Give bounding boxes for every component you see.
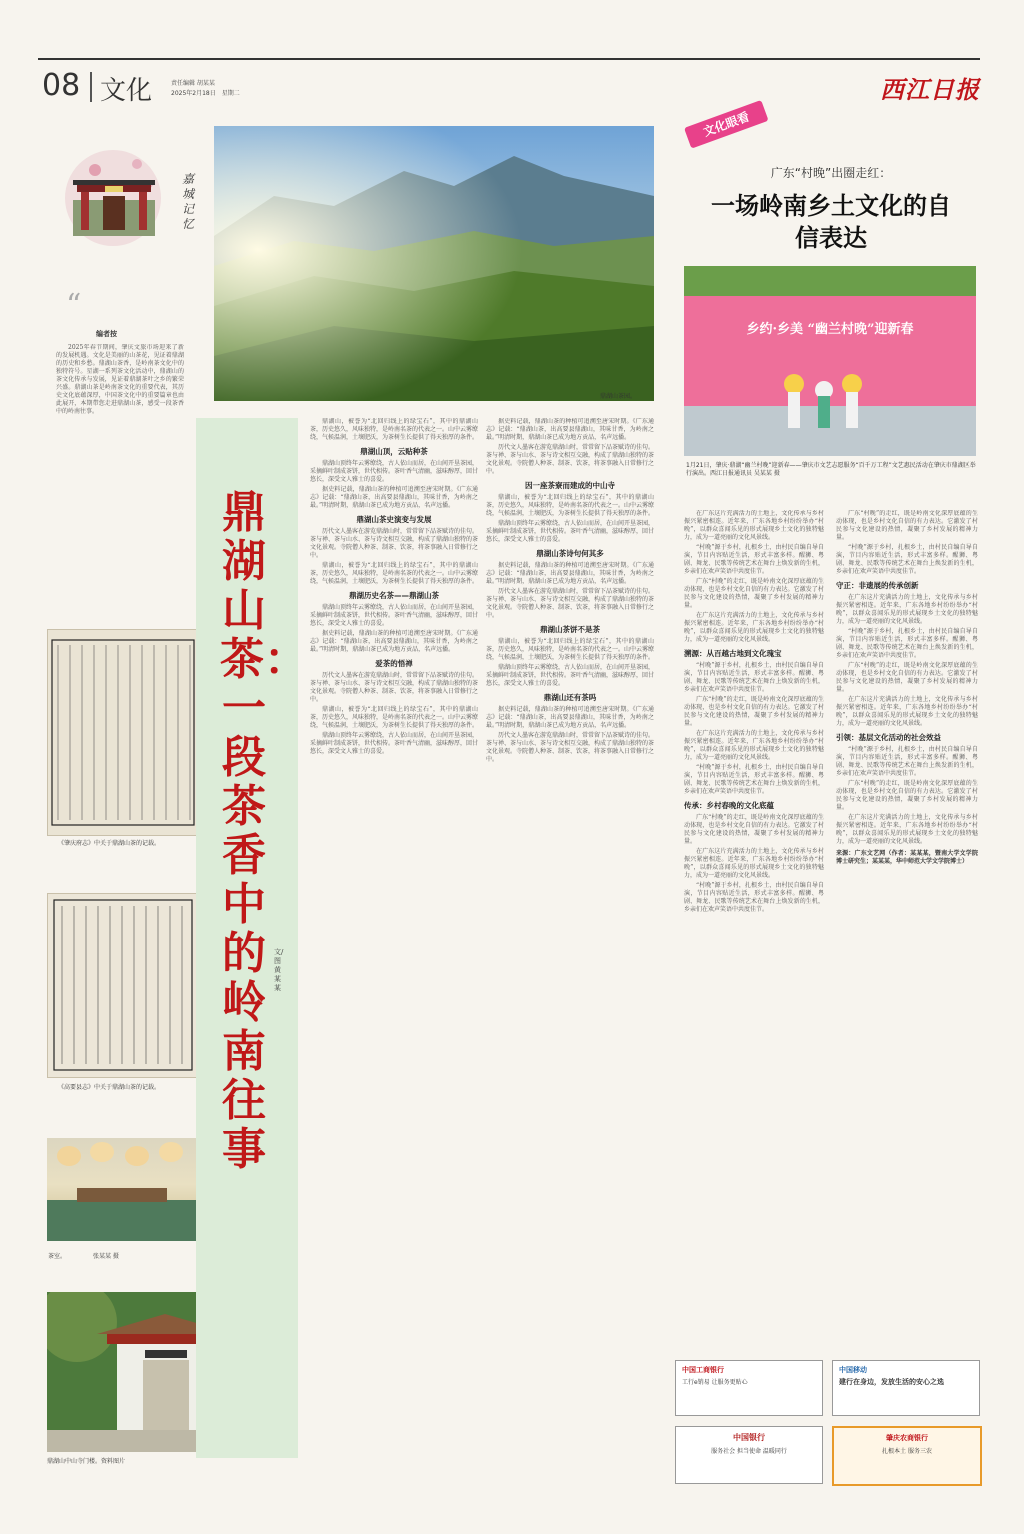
- right-body-col-2: 广东“村晚”的走红，既是岭南文化深厚底蕴的生动体现，也是乡村文化自信的有力表达。它激发了村民参与文化建设的热情，凝聚了乡村发展的精神力量。 “村晚”源于乡村，扎根乡土，由村民自编自导自演，节目内容贴近生活，形式丰富多样。醒狮、粤剧、舞龙、民歌等传统艺术在舞台上焕发新的生机，乡亲们在欢声笑语中共度佳节。 守正：非遗展的传承创新 在广东这片充满活力的土地上，文化传承与乡村振兴紧密相连。近年来，广东各地乡村纷纷举办“村晚”，以群众喜闻乐见的形式展现乡土文化的独特魅力，成为一道亮丽的文化风景线。 “村晚”源于乡村，扎根乡土，由村民自编自导自演，节目内容贴近生活，形式丰富多样。醒狮、粤剧、舞龙、民歌等传统艺术在舞台上焕发新的生机，乡亲们在欢声笑语中共度佳节。 广东“村晚”的走红，既是岭南文化深厚底蕴的生动体现，也是乡村文化自信的有力表达。它激发了村民参与文化建设的热情，凝聚了乡村发展的精神力量。 在广东这片充满活力的土地上，文化传承与乡村振兴紧密相连。近年来，广东各地乡村纷纷举办“村晚”，以群众喜闻乐见的形式展现乡土文化的独特魅力，成为一道亮丽的文化风景线。 引领：基层文化活动的社会效益 “村晚”源于乡村，扎根乡土，由村民自编自导自演，节目内容贴近生活，形式丰富多样。醒狮、粤剧、舞龙、民歌等传统艺术在舞台上焕发新的生机，乡亲们在欢声笑语中共度佳节。 广东“村晚”的走红，既是岭南文化深厚底蕴的生动体现，也是乡村文化自信的有力表达。它激发了村民参与文化建设的热情，凝聚了乡村发展的精神力量。 在广东这片充满活力的土地上，文化传承与乡村振兴紧密相连。近年来，广东各地乡村纷纷举办“村晚”，以群众喜闻乐见的形式展现乡土文化的独特魅力，成为一道亮丽的文化风景线。 来源：广东文艺网（作者：某某某，暨南大学文学院博士研究生；某某某，华中师范大学文学院博士）: [836, 510, 978, 865]
- subhead-8: 鼎湖山还有茶吗: [543, 693, 597, 702]
- village-gala-caption: 1月21日，肇庆·鼎湖“幽兰村晚”迎新春——肇庆市文艺志愿服务“百千万工程”文艺惠民活动在肇庆市鼎湖区举行演出。西江日报通讯员 吴某某 摄: [686, 462, 976, 477]
- ad-mobile[interactable]: [832, 1360, 980, 1416]
- main-article-byline: 文/图 黄某某: [274, 948, 284, 992]
- right-subhead-3: 守正：非遗展的传承创新: [836, 581, 919, 590]
- header-divider: [90, 72, 92, 102]
- ad-boc[interactable]: [675, 1426, 823, 1484]
- tea-room-caption: 茶室。 张某某 摄: [48, 1253, 119, 1260]
- archive-image-2-caption: 《高要县志》中关于鼎湖山茶的记载。: [58, 1084, 161, 1091]
- tea-plantation-caption: 鼎湖山茶园。: [600, 393, 637, 400]
- ad-icbc-text: 工行e销易 让服务更贴心: [682, 1379, 748, 1386]
- ad-rural-bank[interactable]: [832, 1426, 982, 1486]
- archive-image-2: [47, 893, 199, 1078]
- column-seal-text: 嘉城记忆: [182, 172, 195, 231]
- subhead-4: 爱茶的悟禅: [375, 659, 413, 668]
- gate-illustration: [55, 140, 175, 250]
- author-note: 来源：广东文艺网（作者：某某某，暨南大学文学院博士研究生；某某某，华中师范大学文学院博士）: [836, 850, 978, 865]
- column-logo: [55, 140, 175, 250]
- page-number: 08: [42, 68, 81, 103]
- tea-plantation-photo: [214, 126, 654, 401]
- main-body-col-2: 据史料记载，鼎湖山茶的种植可追溯至唐宋时期。《广东通志》记载：“鼎湖山茶，出高要县鼎湖山，其味甘香，为岭南之最。”明清时期，鼎湖山茶已成为地方贡品，名声远播。 历代文人墨客在游览鼎湖山时，常常留下品茶赋诗的佳句。茶与禅、茶与山水、茶与诗文相互交融，构成了鼎湖山独特的茶文化景观。寺院僧人种茶、制茶、饮茶，将茶事融入日常修行之中。 因一座茶寮而建成的中山寺 鼎湖山，被誉为“北回归线上的绿宝石”，其中的鼎湖山茶，历史悠久，风味独特，是岭南名茶的代表之一。山中云雾缭绕，气候温润，土壤肥沃，为茶树生长提供了得天独厚的条件。 鼎湖山顶终年云雾缭绕，古人依山而居，在山间开垦茶园，采摘鲜叶制成茶饼，世代相传。茶叶香气清幽，滋味醇厚，回甘悠长，深受文人雅士的喜爱。 鼎湖山茶诗句何其多 据史料记载，鼎湖山茶的种植可追溯至唐宋时期。《广东通志》记载：“鼎湖山茶，出高要县鼎湖山，其味甘香，为岭南之最。”明清时期，鼎湖山茶已成为地方贡品，名声远播。 历代文人墨客在游览鼎湖山时，常常留下品茶赋诗的佳句。茶与禅、茶与山水、茶与诗文相互交融，构成了鼎湖山独特的茶文化景观。寺院僧人种茶、制茶、饮茶，将茶事融入日常修行之中。 鼎湖山茶饼不是茶 鼎湖山，被誉为“北回归线上的绿宝石”，其中的鼎湖山茶，历史悠久，风味独特，是岭南名茶的代表之一。山中云雾缭绕，气候温润，土壤肥沃，为茶树生长提供了得天独厚的条件。 鼎湖山顶终年云雾缭绕，古人依山而居，在山间开垦茶园，采摘鲜叶制成茶饼，世代相传。茶叶香气清幽，滋味醇厚，回甘悠长，深受文人雅士的喜爱。 鼎湖山还有茶吗 据史料记载，鼎湖山茶的种植可追溯至唐宋时期。《广东通志》记载：“鼎湖山茶，出高要县鼎湖山，其味甘香，为岭南之最。”明清时期，鼎湖山茶已成为地方贡品，名声远播。 历代文人墨客在游览鼎湖山时，常常留下品茶赋诗的佳句。茶与禅、茶与山水、茶与诗文相互交融，构成了鼎湖山独特的茶文化景观。寺院僧人种茶、制茶、饮茶，将茶事融入日常修行之中。: [486, 418, 654, 763]
- tea-room-photo: [47, 1138, 197, 1241]
- archive-image-1: [47, 629, 199, 836]
- header-editor: 责任编辑 胡某某: [171, 80, 215, 87]
- main-body-col-1: 鼎湖山，被誉为“北回归线上的绿宝石”，其中的鼎湖山茶，历史悠久，风味独特，是岭南名茶的代表之一。山中云雾缭绕，气候温润，土壤肥沃，为茶树生长提供了得天独厚的条件。 鼎湖山顶，云贴种茶 鼎湖山顶终年云雾缭绕，古人依山而居，在山间开垦茶园，采摘鲜叶制成茶饼，世代相传。茶叶香气清幽，滋味醇厚，回甘悠长，深受文人雅士的喜爱。 据史料记载，鼎湖山茶的种植可追溯至唐宋时期。《广东通志》记载：“鼎湖山茶，出高要县鼎湖山，其味甘香，为岭南之最。”明清时期，鼎湖山茶已成为地方贡品，名声远播。 鼎湖山茶史演变与发展 历代文人墨客在游览鼎湖山时，常常留下品茶赋诗的佳句。茶与禅、茶与山水、茶与诗文相互交融，构成了鼎湖山独特的茶文化景观。寺院僧人种茶、制茶、饮茶，将茶事融入日常修行之中。 鼎湖山，被誉为“北回归线上的绿宝石”，其中的鼎湖山茶，历史悠久，风味独特，是岭南名茶的代表之一。山中云雾缭绕，气候温润，土壤肥沃，为茶树生长提供了得天独厚的条件。 鼎湖历史名茶——鼎湖山茶 鼎湖山顶终年云雾缭绕，古人依山而居，在山间开垦茶园，采摘鲜叶制成茶饼，世代相传。茶叶香气清幽，滋味醇厚，回甘悠长，深受文人雅士的喜爱。 据史料记载，鼎湖山茶的种植可追溯至唐宋时期。《广东通志》记载：“鼎湖山茶，出高要县鼎湖山，其味甘香，为岭南之最。”明清时期，鼎湖山茶已成为地方贡品，名声远播。 爱茶的悟禅 历代文人墨客在游览鼎湖山时，常常留下品茶赋诗的佳句。茶与禅、茶与山水、茶与诗文相互交融，构成了鼎湖山独特的茶文化景观。寺院僧人种茶、制茶、饮茶，将茶事融入日常修行之中。 鼎湖山，被誉为“北回归线上的绿宝石”，其中的鼎湖山茶，历史悠久，风味独特，是岭南名茶的代表之一。山中云雾缭绕，气候温润，土壤肥沃，为茶树生长提供了得天独厚的条件。 鼎湖山顶终年云雾缭绕，古人依山而居，在山间开垦茶园，采摘鲜叶制成茶饼，世代相传。茶叶香气清幽，滋味醇厚，回甘悠长，深受文人雅士的喜爱。: [310, 418, 478, 755]
- ad-mobile-text: 建行在身边，发放生活的安心之选: [839, 1378, 944, 1386]
- ad-rural-bank-title: 肇庆农商银行: [886, 1434, 928, 1442]
- right-subhead-4: 引领：基层文化活动的社会效益: [836, 733, 941, 742]
- archive-image-1-caption: 《肇庆府志》中关于鼎湖山茶的记载。: [58, 840, 161, 847]
- page-header: [38, 58, 980, 110]
- subhead-5: 因一座茶寮而建成的中山寺: [525, 481, 615, 490]
- subhead-3: 鼎湖历史名茶——鼎湖山茶: [349, 591, 439, 600]
- editor-note-heading: 编者按: [96, 330, 117, 338]
- ad-boc-text: 服务社会 担当使命 温暖同行: [711, 1448, 787, 1455]
- subhead-7: 鼎湖山茶饼不是茶: [540, 625, 600, 634]
- masthead-logo: 西江日报: [880, 75, 980, 104]
- editor-note-text: 2025年春节期间，肇庆文旅市场迎来了新的发展机遇。文化是美丽的山茶花，见证着鼎湖的历史和乡愁。鼎湖山茶香，是岭南茶文化中的独特符号。星湖一系列茶文化活动中，鼎湖山的茶文化传承与发展，见证着鼎湖茶叶之乡的繁荣兴盛。鼎湖山茶是岭南茶文化的重要代表，其历史文化底蕴深厚，中国茶文化中的重要篇章也由此展开，本期带您走进鼎湖山茶，感受一段茶香中的岭南往事。: [56, 344, 184, 415]
- ad-icbc[interactable]: [675, 1360, 823, 1416]
- right-subhead-1: 溯源：从百越古地到文化瑰宝: [684, 649, 782, 658]
- right-body-col-1: 在广东这片充满活力的土地上，文化传承与乡村振兴紧密相连。近年来，广东各地乡村纷纷举办“村晚”，以群众喜闻乐见的形式展现乡土文化的独特魅力，成为一道亮丽的文化风景线。 “村晚”源于乡村，扎根乡土，由村民自编自导自演，节目内容贴近生活，形式丰富多样。醒狮、粤剧、舞龙、民歌等传统艺术在舞台上焕发新的生机，乡亲们在欢声笑语中共度佳节。 广东“村晚”的走红，既是岭南文化深厚底蕴的生动体现，也是乡村文化自信的有力表达。它激发了村民参与文化建设的热情，凝聚了乡村发展的精神力量。 在广东这片充满活力的土地上，文化传承与乡村振兴紧密相连。近年来，广东各地乡村纷纷举办“村晚”，以群众喜闻乐见的形式展现乡土文化的独特魅力，成为一道亮丽的文化风景线。 溯源：从百越古地到文化瑰宝 “村晚”源于乡村，扎根乡土，由村民自编自导自演，节目内容贴近生活，形式丰富多样。醒狮、粤剧、舞龙、民歌等传统艺术在舞台上焕发新的生机，乡亲们在欢声笑语中共度佳节。 广东“村晚”的走红，既是岭南文化深厚底蕴的生动体现，也是乡村文化自信的有力表达。它激发了村民参与文化建设的热情，凝聚了乡村发展的精神力量。 在广东这片充满活力的土地上，文化传承与乡村振兴紧密相连。近年来，广东各地乡村纷纷举办“村晚”，以群众喜闻乐见的形式展现乡土文化的独特魅力，成为一道亮丽的文化风景线。 “村晚”源于乡村，扎根乡土，由村民自编自导自演，节目内容贴近生活，形式丰富多样。醒狮、粤剧、舞龙、民歌等传统艺术在舞台上焕发新的生机，乡亲们在欢声笑语中共度佳节。 传承：乡村春晚的文化底蕴 广东“村晚”的走红，既是岭南文化深厚底蕴的生动体现，也是乡村文化自信的有力表达。它激发了村民参与文化建设的热情，凝聚了乡村发展的精神力量。 在广东这片充满活力的土地上，文化传承与乡村振兴紧密相连。近年来，广东各地乡村纷纷举办“村晚”，以群众喜闻乐见的形式展现乡土文化的独特魅力，成为一道亮丽的文化风景线。 “村晚”源于乡村，扎根乡土，由村民自编自导自演，节目内容贴近生活，形式丰富多样。醒狮、粤剧、舞龙、民歌等传统艺术在舞台上焕发新的生机，乡亲们在欢声笑语中共度佳节。: [684, 510, 824, 913]
- ad-icbc-title: 中国工商银行: [682, 1366, 724, 1374]
- right-article-title: 一场岭南乡土文化的自信表达: [711, 192, 951, 252]
- stage-banner-text: 乡约·乡美 “幽兰村晚”迎新春: [746, 322, 914, 337]
- culture-tag-label: 文化眼看: [701, 109, 752, 140]
- ad-boc-title: 中国银行: [733, 1433, 765, 1442]
- header-top-rule: [38, 58, 980, 60]
- section-name: 文化: [100, 76, 153, 106]
- subhead-6: 鼎湖山茶诗句何其多: [536, 549, 604, 558]
- ad-mobile-title: 中国移动: [839, 1366, 867, 1374]
- right-article-kicker: 广东“村晚”出圈走红：: [770, 166, 892, 180]
- ad-rural-bank-text: 扎根本土 服务三农: [882, 1448, 932, 1455]
- main-title-banner: [196, 418, 308, 1458]
- main-article-title: 鼎湖山茶：一段茶香中的岭南往事: [220, 487, 308, 1175]
- temple-gate-caption: 鼎湖山中山寺门楼。资料图片: [47, 1458, 126, 1465]
- quote-mark: “: [66, 288, 82, 323]
- village-gala-photo: [684, 266, 976, 456]
- right-subhead-2: 传承：乡村春晚的文化底蕴: [684, 801, 774, 810]
- subhead-2: 鼎湖山茶史演变与发展: [356, 515, 432, 524]
- subhead-1: 鼎湖山顶，云贴种茶: [360, 447, 428, 456]
- header-date: 2025年2月18日 星期二: [171, 90, 240, 97]
